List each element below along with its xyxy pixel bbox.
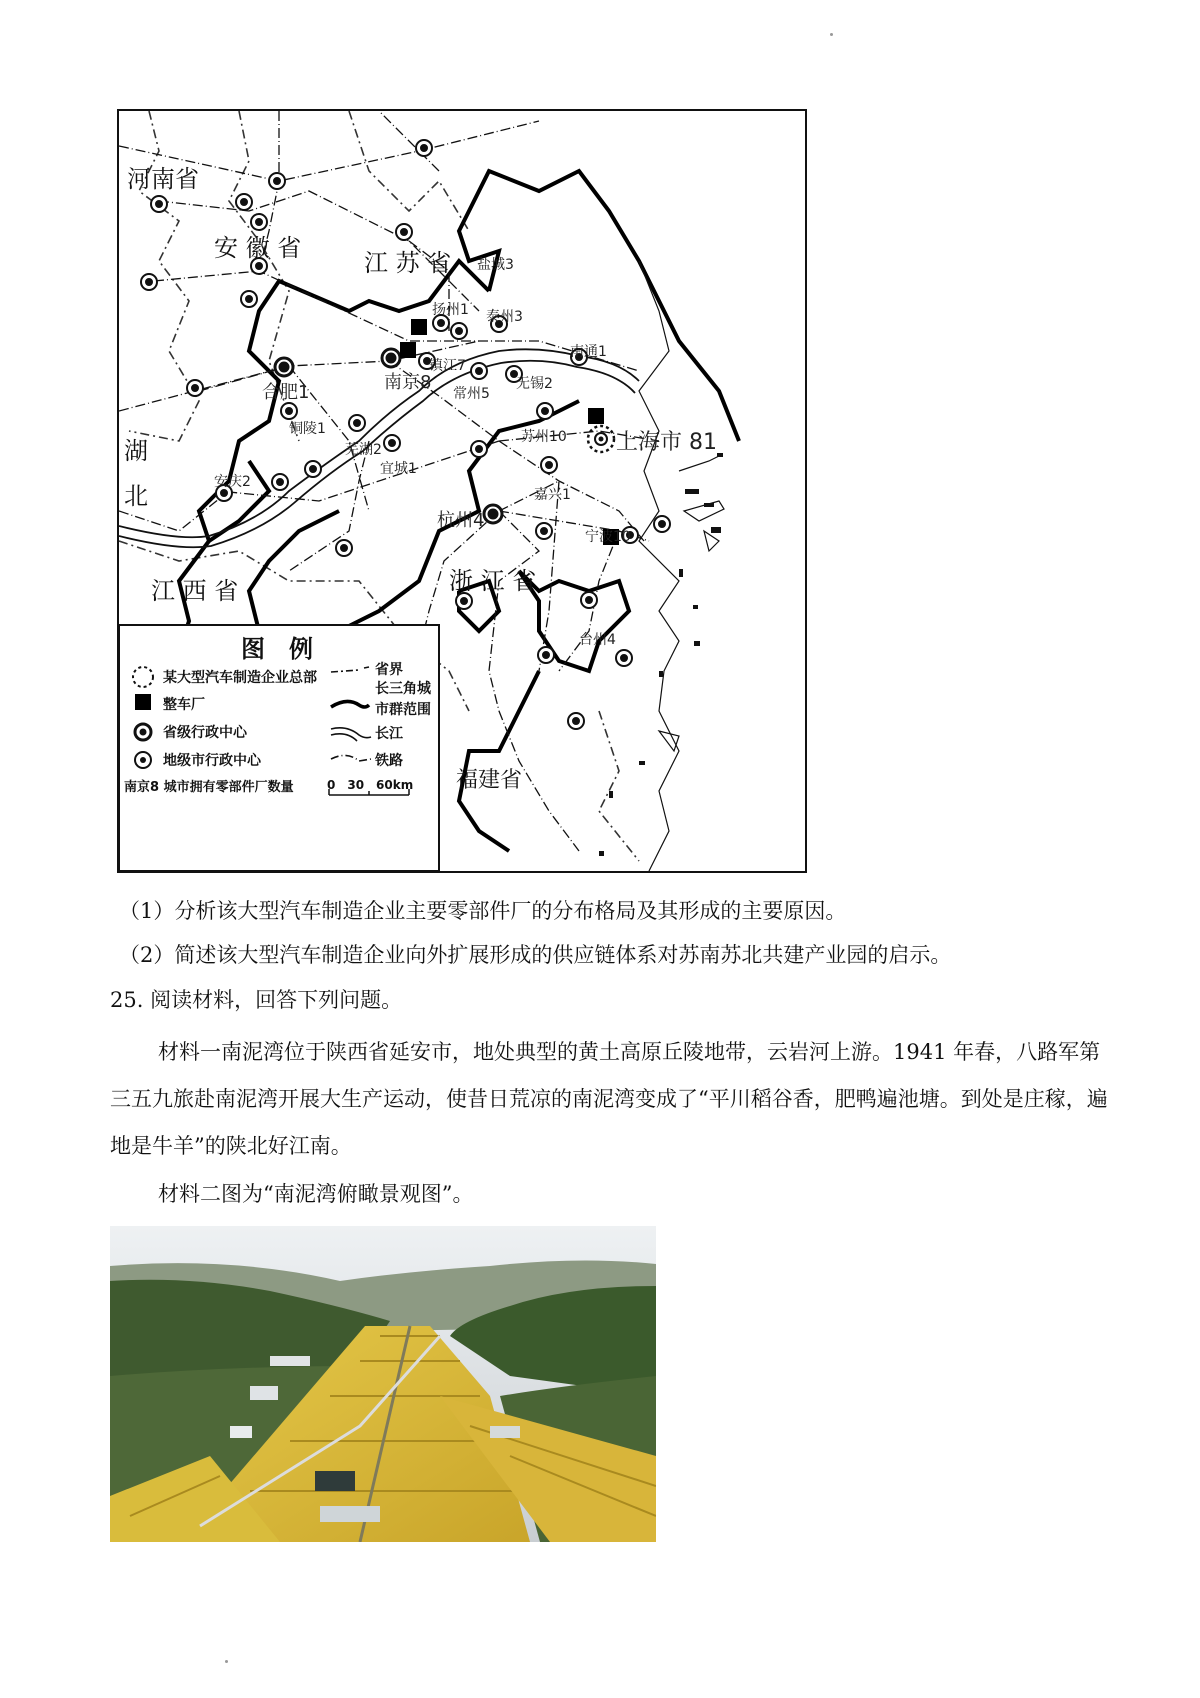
material-2: 材料二图为“南泥湾俯瞰景观图”。 (158, 1182, 474, 1206)
question-25: 25. 阅读材料，回答下列问题。 (110, 988, 403, 1012)
label-changzhou: 常州5 (453, 386, 490, 402)
legend-river: 长江 (375, 726, 403, 742)
label-henan: 河南省 (127, 165, 199, 193)
legend-plant: 整车厂 (163, 697, 205, 713)
hq-marker (588, 426, 614, 452)
label-wuhu: 芜湖2 (345, 442, 382, 458)
label-ningbo: 宁波10 (585, 529, 631, 545)
label-nantong: 南通1 (570, 344, 607, 360)
label-taizhou-js: 泰州3 (486, 309, 523, 325)
label-jiaxing: 嘉兴1 (534, 487, 571, 503)
label-hubei-1: 湖 (124, 437, 148, 465)
legend-count: 南京8 城市拥有零部件厂数量 (124, 780, 294, 795)
legend-urban-2: 市群范围 (375, 702, 431, 718)
legend-urban-1: 长三角城 (375, 681, 431, 697)
map-legend (119, 625, 439, 871)
question-2: （2）简述该大型汽车制造企业向外扩展形成的供应链体系对苏南苏北共建产业园的启示。 (119, 943, 952, 967)
legend-boundary: 省界 (375, 662, 403, 678)
legend-plant-icon (135, 694, 151, 710)
label-nanjing: 南京8 (384, 372, 432, 393)
label-tongling: 铜陵1 (289, 421, 326, 437)
label-shanghai: 上海市 81 (616, 430, 717, 455)
page-speck (830, 33, 833, 36)
legend-scale: 0 30 60km (327, 778, 414, 792)
legend-prefecture: 地级市行政中心 (163, 753, 261, 769)
label-yancheng: 盐城3 (477, 257, 514, 273)
map-svg (119, 111, 805, 871)
material-1: 材料一南泥湾位于陕西省延安市，地处典型的黄土高原丘陵地带，云岩河上游。1941 年春，八路军第三五九旅赴南泥湾开展大生产运动，使昔日荒凉的南泥湾变成了“平川稻谷香，肥鸭遍池塘。到处是庄稼，遍地是牛羊”的陕北好江南。 (110, 1040, 1108, 1158)
legend-title: 图 例 (241, 635, 313, 663)
legend-railway: 铁路 (375, 753, 403, 769)
label-hubei-2: 北 (124, 482, 148, 510)
label-jiangxi: 江 西 省 (151, 577, 239, 605)
coastline (639, 261, 724, 871)
label-suzhou: 苏州10 (521, 429, 567, 445)
label-taizhou-zj: 台州4 (579, 632, 616, 648)
question-1: （1）分析该大型汽车制造企业主要零部件厂的分布格局及其形成的主要原因。 (119, 899, 847, 923)
nanniwan-aerial-photo (110, 1226, 656, 1542)
page-speck (225, 1660, 228, 1663)
label-anqing: 安庆2 (214, 474, 251, 490)
label-fujian: 福建省 (456, 768, 523, 793)
legend-hq: 某大型汽车制造企业总部 (163, 670, 317, 686)
label-jiangsu: 江 苏 省 (364, 249, 452, 277)
legend-provincial: 省级行政中心 (163, 725, 247, 741)
photo-svg (110, 1226, 656, 1542)
label-hangzhou: 杭州4 (437, 510, 485, 531)
label-xuancheng: 宜城1 (380, 461, 417, 477)
label-anhui: 安 徽 省 (214, 234, 302, 262)
label-wuxi: 无锡2 (516, 376, 553, 392)
label-zhenjiang: 镇江7 (429, 358, 466, 374)
label-yangzhou: 扬州1 (432, 302, 469, 318)
map-figure (117, 109, 807, 873)
label-zhejiang: 浙 江 省 (449, 567, 537, 595)
label-hefei: 合肥1 (262, 382, 310, 403)
